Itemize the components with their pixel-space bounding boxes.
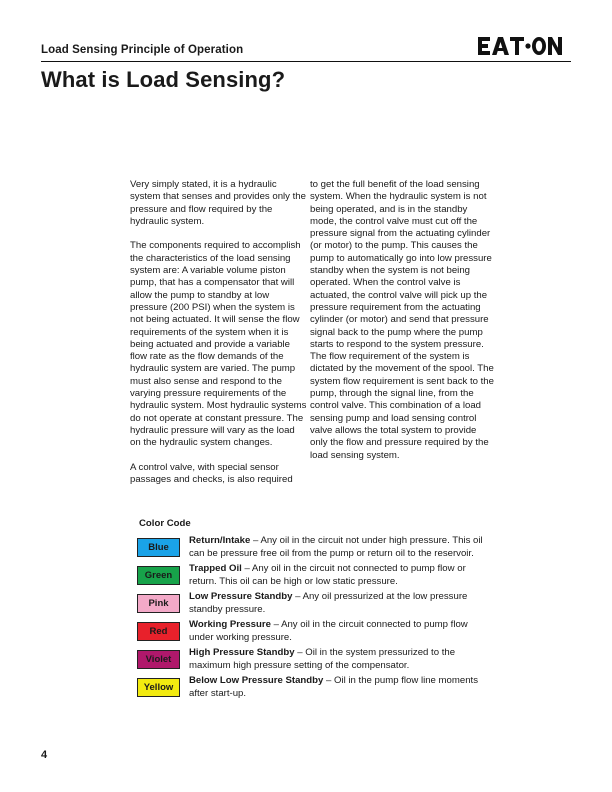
color-code-desc: – Any oil pressurized at the low pressure standby pressure.: [189, 591, 468, 615]
color-code-row-pink: [137, 591, 497, 619]
color-code-desc: – Any oil in the circuit connected to pump flow under working pressure.: [189, 619, 468, 643]
body-paragraph: A control valve, with special sensor passages and checks, is also required: [130, 461, 293, 486]
color-code-description: [189, 647, 489, 672]
color-swatch-yellow: Yellow: [137, 678, 180, 697]
color-code-description: [189, 591, 489, 616]
color-code-row-blue: [137, 535, 497, 563]
color-code-description: [189, 675, 489, 700]
body-paragraph: The components required to accomplish the characteristics of the load sensing system are: A variable volume piston pump, that has a compensator that will allow the pump to standby at low pressure (200 PSI) when the system is not being actuated. It will sense the flow requirements of the system when it is being actuated and provide a variable flow rate as the flow demands of the hydraulic system are varied. The pump must also sense and respond to the varying pressure requirements of the hydraulic system. Most hydraulic systems do not operate at constant pressure. The hydraulic pressure will vary as the load on the hydraulic system changes.: [130, 240, 307, 449]
color-code-description: [189, 619, 489, 644]
color-code-desc: – Any oil in the circuit not under high pressure. This oil can be pressure free oil from the pump or return oil to the reservoir.: [189, 535, 483, 559]
header-divider: [41, 61, 571, 62]
color-swatch-blue: Blue: [137, 538, 180, 557]
color-code-term: Low Pressure Standby: [189, 591, 293, 602]
color-code-desc: – Oil in the pump flow line moments after start-up.: [189, 675, 478, 699]
color-swatch-pink: Pink: [137, 594, 180, 613]
color-code-row-green: [137, 563, 497, 591]
body-left-column: [130, 179, 308, 499]
color-code-row-yellow: [137, 675, 497, 703]
section-title: Load Sensing Principle of Operation: [41, 44, 244, 56]
color-code-title: Color Code: [139, 518, 191, 529]
body-right-column: [310, 179, 496, 474]
color-code-desc: – Any oil in the circuit not connected to pump flow or return. This oil can be high or low static pressure.: [189, 563, 466, 587]
color-code-description: [189, 563, 489, 588]
color-swatch-red: Red: [137, 622, 180, 641]
eaton-logo-graphic: [478, 36, 562, 56]
color-code-term: Trapped Oil: [189, 563, 242, 574]
color-swatch-green: Green: [137, 566, 180, 585]
color-code-term: Below Low Pressure Standby: [189, 675, 324, 686]
color-code-term: Return/Intake: [189, 535, 251, 546]
page-title: What is Load Sensing?: [41, 67, 286, 92]
color-code-term: High Pressure Standby: [189, 647, 295, 658]
color-code-description: [189, 535, 489, 560]
body-paragraph: to get the full benefit of the load sensing system. When the hydraulic system is not being operated, and is in the standby mode, the control valve must cut off the pressure signal from the actuating cylinder (or motor) to the pump. This causes the pump to automatically go into low pressure standby when the system is not being operated. When the control valve is actuated, the control valve will pick up the pressure requirement from the actuating cylinder (or motor) and send that pressure signal back to the pump where the pump starts to respond to the system pressure. The flow requirement of the system is dictated by the movement of the spool. The system flow requirement is sent back to the pump, through the signal line, from the control valve. This combination of a load sensing pump and load sensing control valve allows the total system to provide only the flow and pressure required by the load sensing system.: [310, 179, 494, 461]
color-swatch-violet: Violet: [137, 650, 180, 669]
color-code-row-violet: [137, 647, 497, 675]
eaton-logo: [478, 36, 562, 56]
body-paragraph: Very simply stated, it is a hydraulic system that senses and provides only the pressure and flow required by the hydraulic system.: [130, 179, 306, 227]
color-code-desc: – Oil in the system pressurized to the maximum high pressure setting of the compensator.: [189, 647, 456, 671]
page-number: 4: [41, 749, 48, 761]
color-code-row-red: [137, 619, 497, 647]
color-code-term: Working Pressure: [189, 619, 271, 630]
